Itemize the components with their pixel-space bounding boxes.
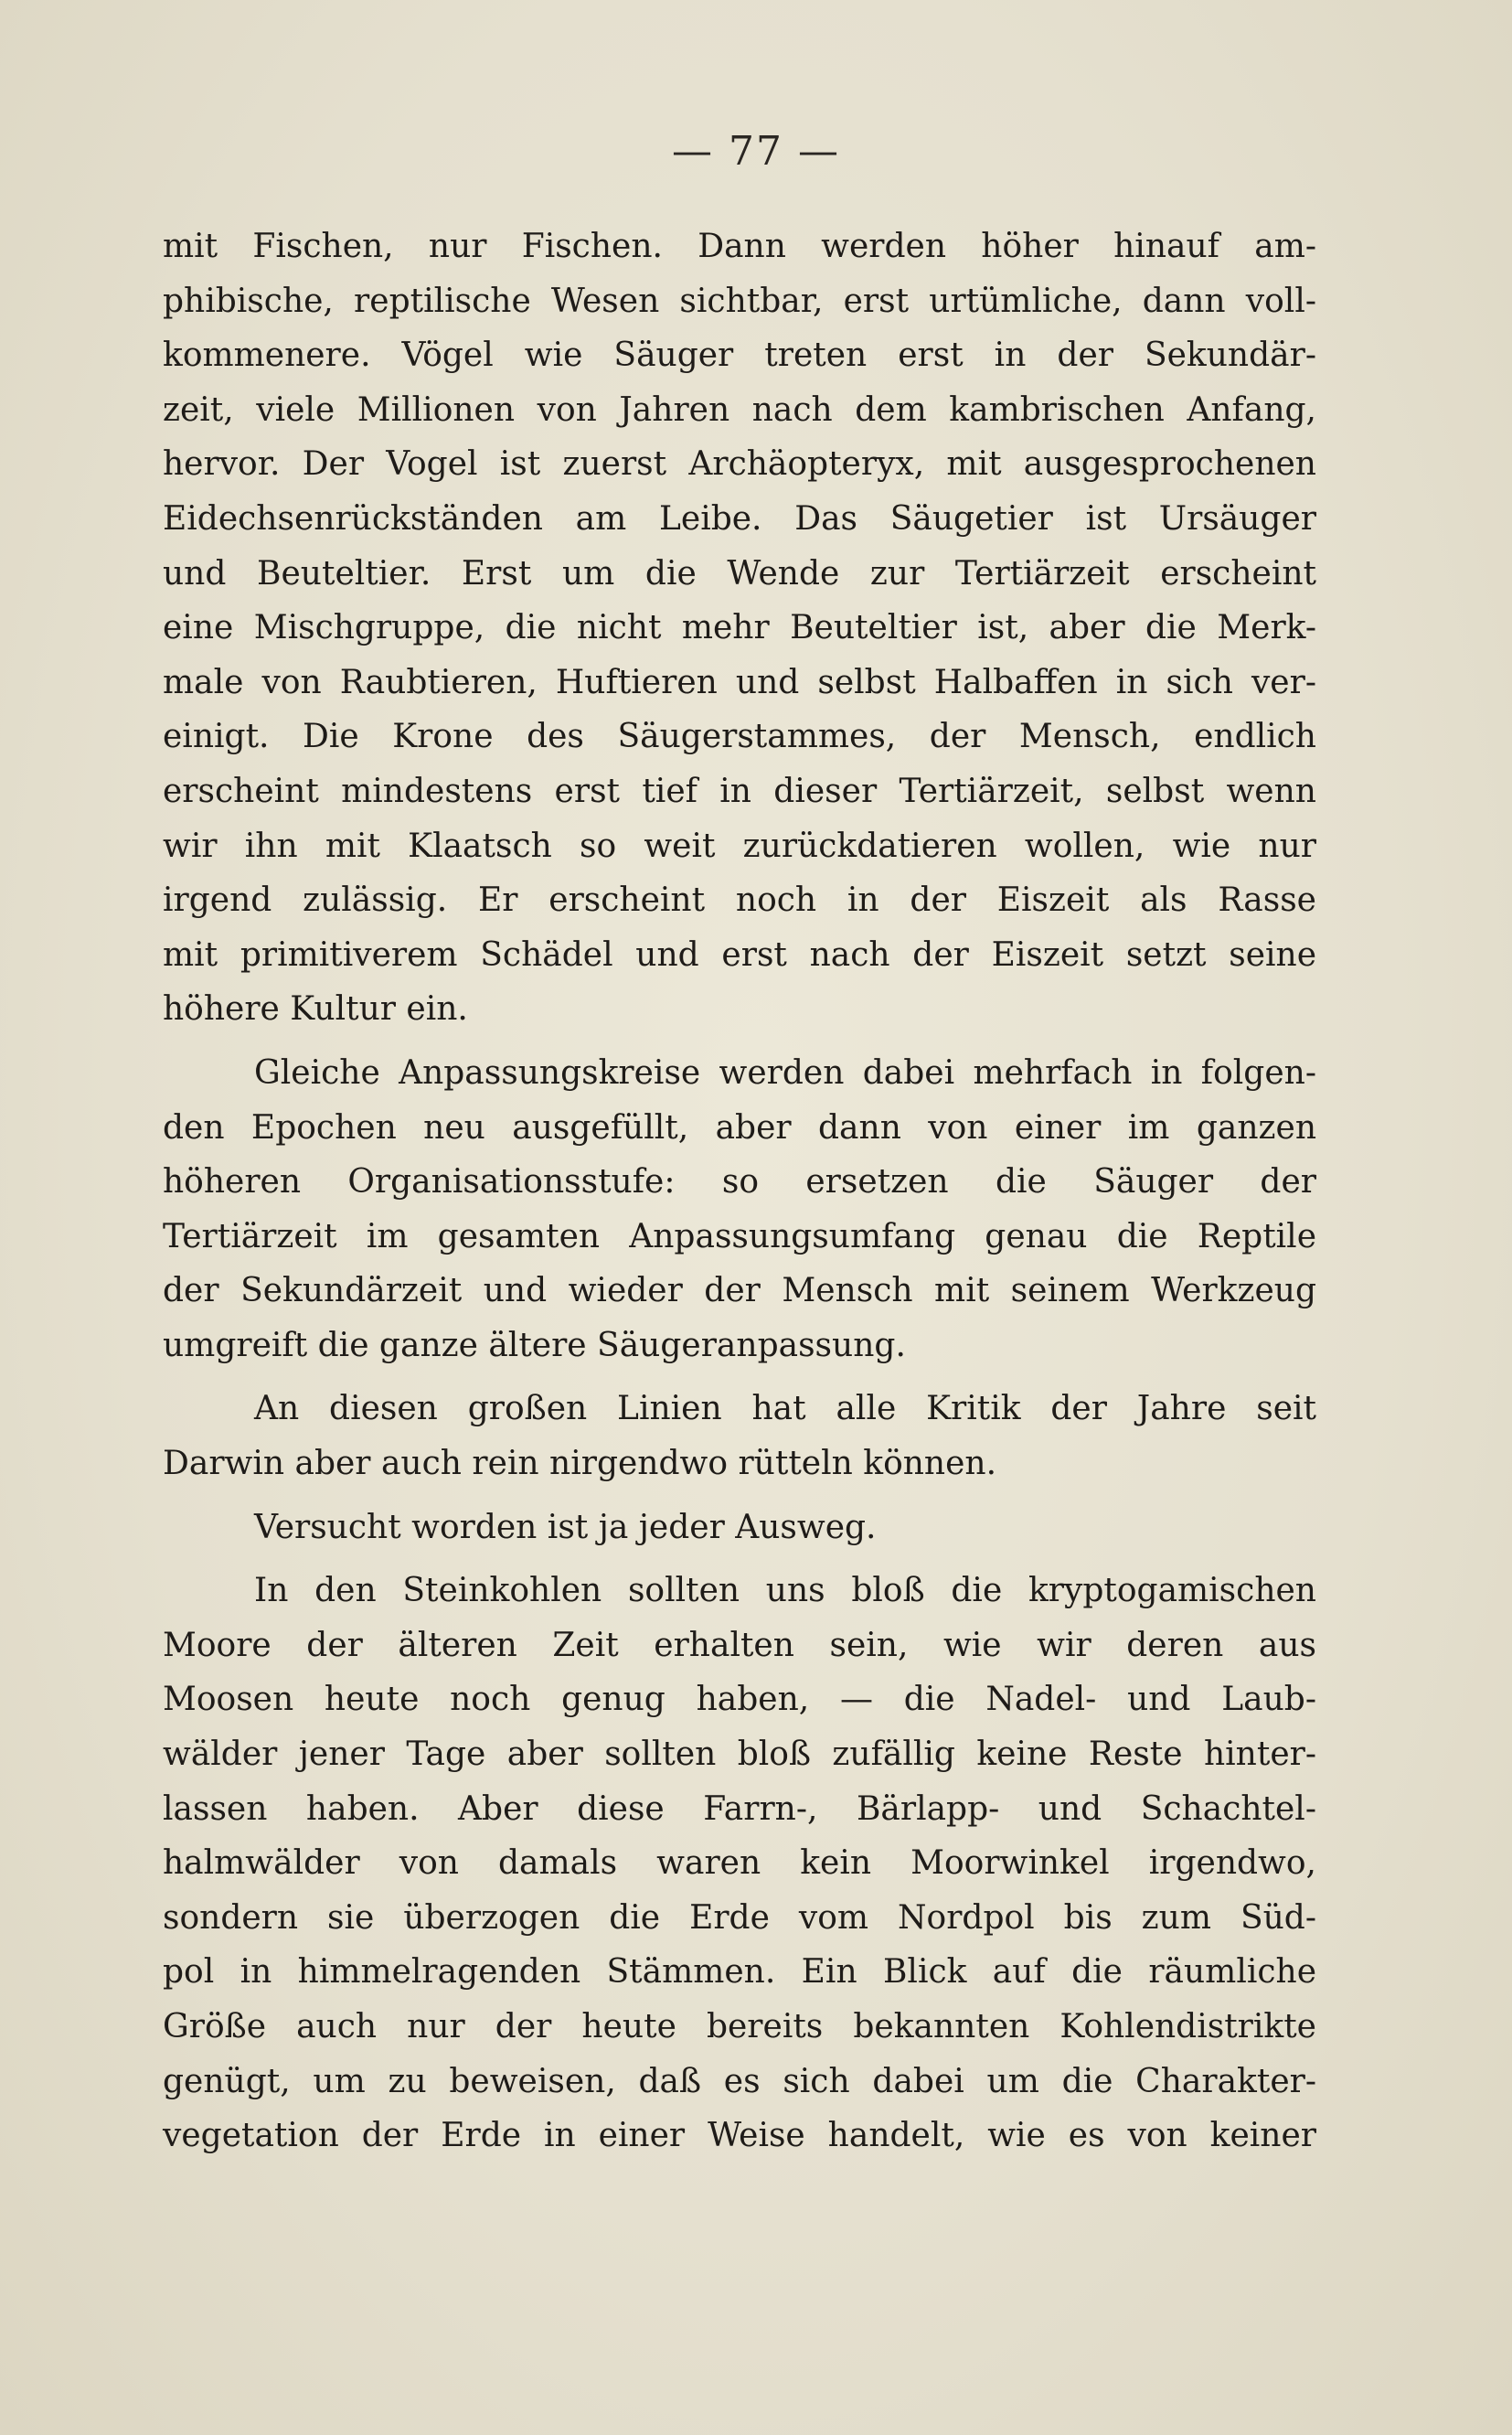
text-line: Darwin aber auch rein nirgendwo rütteln können.	[163, 1445, 997, 1483]
paragraph	[163, 1046, 1316, 1373]
text-line: genügt, um zu beweisen, daß es sich dabei um die Charakter-	[163, 2062, 1316, 2100]
text-line: Größe auch nur der heute bereits bekannten Kohlendistrikte	[163, 2008, 1316, 2045]
text-line: kommenere. Vögel wie Säuger treten erst in der Sekundär-	[163, 336, 1316, 375]
text-line: den Epochen neu ausgefüllt, aber dann von einer im ganzen	[163, 1108, 1316, 1147]
text-line: umgreift die ganze ältere Säugeranpassung.	[163, 1326, 906, 1364]
text-line: irgend zulässig. Er erscheint noch in der Eiszeit als Rasse	[163, 881, 1316, 920]
text-line: der Sekundärzeit und wieder der Mensch mit seinem Werkzeug	[163, 1272, 1316, 1310]
text-line: höhere Kultur ein.	[163, 990, 468, 1029]
text-line: mit primitiverem Schädel und erst nach der Eiszeit setzt seine	[163, 935, 1316, 974]
body-text	[163, 219, 1316, 2163]
text-line: Moosen heute noch genug haben, — die Nadel- und Laub-	[163, 1681, 1316, 1719]
text-line: Eidechsenrückständen am Leibe. Das Säugetier ist Ursäuger	[163, 499, 1316, 538]
text-line: halmwälder von damals waren kein Moorwinkel irgendwo,	[163, 1844, 1316, 1883]
text-line: phibische, reptilische Wesen sichtbar, erst urtümliche, dann voll-	[163, 282, 1316, 320]
paragraph	[163, 219, 1316, 1037]
text-line: erscheint mindestens erst tief in dieser Tertiärzeit, selbst wenn	[163, 772, 1316, 810]
text-line: mit Fischen, nur Fischen. Dann werden höher hinauf am-	[163, 228, 1316, 265]
paragraph	[163, 1564, 1316, 2163]
text-line: Moore der älteren Zeit erhalten sein, wie wir deren aus	[163, 1626, 1316, 1664]
text-line: lassen haben. Aber diese Farrn-, Bärlapp- und Schachtel-	[163, 1789, 1316, 1828]
text-line: Versucht worden ist ja jeder Ausweg.	[254, 1508, 877, 1546]
text-line: eine Mischgruppe, die nicht mehr Beuteltier ist, aber die Merk-	[163, 609, 1316, 647]
text-line: wälder jener Tage aber sollten bloß zufällig keine Reste hinter-	[163, 1735, 1316, 1774]
text-line: höheren Organisationsstufe: so ersetzen die Säuger der	[163, 1163, 1316, 1201]
text-line: wir ihn mit Klaatsch so weit zurückdatieren wollen, wie nur	[163, 827, 1316, 865]
text-line: Gleiche Anpassungskreise werden dabei mehrfach in folgen-	[254, 1053, 1316, 1092]
text-line: zeit, viele Millionen von Jahren nach dem kambrischen Anfang,	[163, 390, 1316, 429]
text-line: pol in himmelragenden Stämmen. Ein Blick auf die räumliche	[163, 1953, 1316, 1992]
text-line: In den Steinkohlen sollten uns bloß die kryptogamischen	[254, 1572, 1316, 1610]
text-line: male von Raubtieren, Huftieren und selbst Halbaffen in sich ver-	[163, 663, 1316, 701]
text-line: vegetation der Erde in einer Weise handelt, wie es von keiner	[163, 2117, 1316, 2155]
text-line: An diesen großen Linien hat alle Kritik der Jahre seit	[254, 1390, 1316, 1428]
text-line: Tertiärzeit im gesamten Anpassungsumfang genau die Reptile	[163, 1217, 1316, 1255]
paragraph	[163, 1382, 1316, 1490]
paragraph	[163, 1501, 1316, 1555]
page-number: — 77 —	[672, 128, 840, 175]
text-line: einigt. Die Krone des Säugerstammes, der Mensch, endlich	[163, 718, 1316, 756]
text-line: und Beuteltier. Erst um die Wende zur Tertiärzeit erscheint	[163, 554, 1316, 593]
text-line: hervor. Der Vogel ist zuerst Archäopteryx, mit ausgesprochenen	[163, 445, 1316, 484]
text-line: sondern sie überzogen die Erde vom Nordpol bis zum Süd-	[163, 1898, 1316, 1937]
